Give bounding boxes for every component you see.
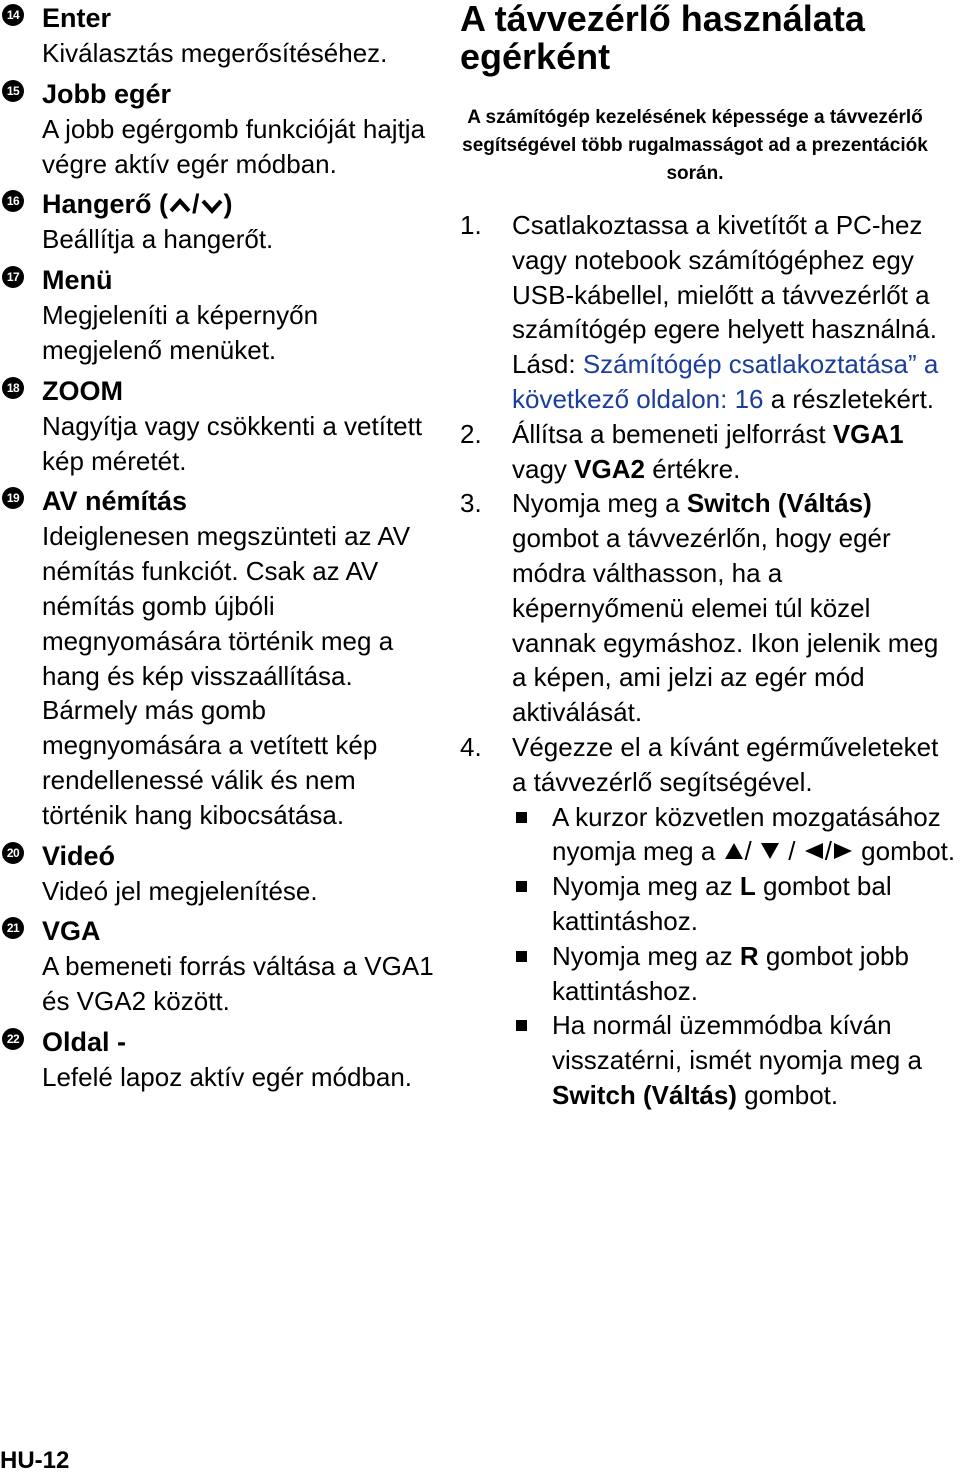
item-desc: Megjeleníti a képernyőn megjelenő menüket. [42, 300, 319, 365]
chevron-down-icon [200, 196, 224, 216]
item-menu [0, 262, 440, 368]
number-badge: 20 [2, 842, 24, 864]
right-column [460, 0, 960, 1113]
chevron-up-icon [168, 196, 192, 216]
section-heading: A távvezérlő használata egérként [460, 0, 865, 77]
number-badge: 22 [2, 1028, 24, 1050]
item-title: AV némítás [42, 486, 188, 517]
item-desc: Beállítja a hangerőt. [42, 224, 274, 255]
number-badge: 21 [2, 917, 24, 939]
item-desc: A jobb egérgomb funkcióját hajtja végre aktív egér módban. [42, 113, 426, 179]
square-bullet-icon [516, 812, 527, 823]
section-intro: A számítógép kezelésének képessége a távvezérlő segítségével több rugalmasságot ad a prezentációk során. [462, 107, 928, 184]
item-enter [0, 0, 440, 71]
page-link[interactable]: Számítógép csatlakoztatása” a következő oldalon: 16 [512, 349, 939, 414]
number-badge: 19 [2, 487, 24, 509]
item-desc: Lefelé lapoz aktív egér módban. [42, 1061, 413, 1092]
item-video [0, 838, 440, 909]
square-bullet-icon [516, 951, 527, 962]
item-desc: A bemeneti forrás váltása a VGA1 és VGA2 között. [42, 951, 434, 1017]
item-title: Videó [42, 840, 116, 871]
item-desc: Kiválasztás megerősítéséhez. [42, 38, 388, 68]
step-1: 1. Csatlakoztassa a kivetítőt a PC-hez vagy notebook számítógéphez egy USB-kábellel, mielőtt a távvezérlőt a számítógép egere helyett használná. Lásd: Számítógép csatlakoztatása” a következő oldalon: 16 a részletekért. [460, 210, 939, 414]
arrow-left-icon [803, 841, 825, 861]
bullet-list [512, 800, 960, 1113]
item-page-down [0, 1024, 440, 1095]
item-right-mouse [0, 76, 440, 182]
step-number: 1. [460, 210, 482, 240]
item-desc: Videó jel megjelenítése. [42, 875, 318, 906]
item-av-mute [0, 483, 440, 832]
step-number: 4. [460, 731, 482, 762]
item-zoom [0, 373, 440, 479]
number-badge: 18 [2, 377, 24, 399]
bullet-item: Nyomja meg az R gombot jobb kattintáshoz. [512, 939, 960, 1009]
item-title: Jobb egér [42, 78, 172, 109]
arrow-right-icon [832, 841, 854, 861]
item-title: Oldal - [42, 1026, 127, 1057]
page-number: HU-12 [0, 1447, 70, 1474]
item-desc: Ideiglenesen megszünteti az AV némítás funkciót. Csak az AV némítás gomb újbóli megnyomására történik meg a hang és kép visszaállítása. Bármely más gomb megnyomására a vetített kép rendellenessé válik és nem történik hang kibocsátása. [42, 521, 411, 830]
square-bullet-icon [516, 1020, 527, 1031]
bullet-item: A kurzor közvetlen mozgatásához nyomja meg a / / / gombot. [512, 800, 960, 870]
item-title: VGA [42, 916, 101, 947]
bullet-item: Ha normál üzemmódba kíván visszatérni, ismét nyomja meg a Switch (Váltás) gombot. [512, 1008, 960, 1112]
step-4: 4. Végezze el a kívánt egérműveleteket a távvezérlő segítségével. A kurzor közvetlen mozgatásához nyomja meg a / / / gombot. Nyomja meg az L gombot bal kattintáshoz. Nyomja meg az R gombot jobb kattintáshoz. Ha normál üzemmódba kíván visszatérni, ismét nyomja meg a Switch (Váltás) gombot. [460, 730, 960, 1113]
item-desc: Nagyítja vagy csökkenti a vetített kép méretét. [42, 410, 423, 476]
step-number: 2. [460, 418, 482, 449]
number-badge: 14 [2, 4, 24, 26]
left-column [0, 0, 440, 1095]
step-2: 2. Állítsa a bemeneti jelforrást VGA1 vagy VGA2 értékre. [460, 418, 904, 484]
item-vga [0, 913, 440, 1019]
item-title: Enter [42, 3, 112, 33]
item-volume [0, 186, 440, 257]
square-bullet-icon [516, 881, 527, 892]
arrow-up-icon [723, 841, 745, 861]
item-title: Hangerő ( / ) [42, 189, 233, 220]
number-badge: 17 [2, 266, 24, 288]
bullet-item: Nyomja meg az L gombot bal kattintáshoz. [512, 869, 960, 939]
number-badge: 15 [2, 80, 24, 102]
item-title: ZOOM [42, 375, 123, 406]
number-badge: 16 [2, 190, 24, 212]
step-number: 3. [460, 488, 482, 519]
item-title: Menü [42, 265, 113, 296]
step-3: 3. Nyomja meg a Switch (Váltás) gombot a távvezérlőn, hogy egér módra válthasson, ha a képernyőmenü elemei túl közel vannak egymáshoz. Ikon jelenik meg a képen, ami jelzi az egér mód aktiválását. [460, 488, 939, 728]
arrow-down-icon [759, 841, 781, 861]
